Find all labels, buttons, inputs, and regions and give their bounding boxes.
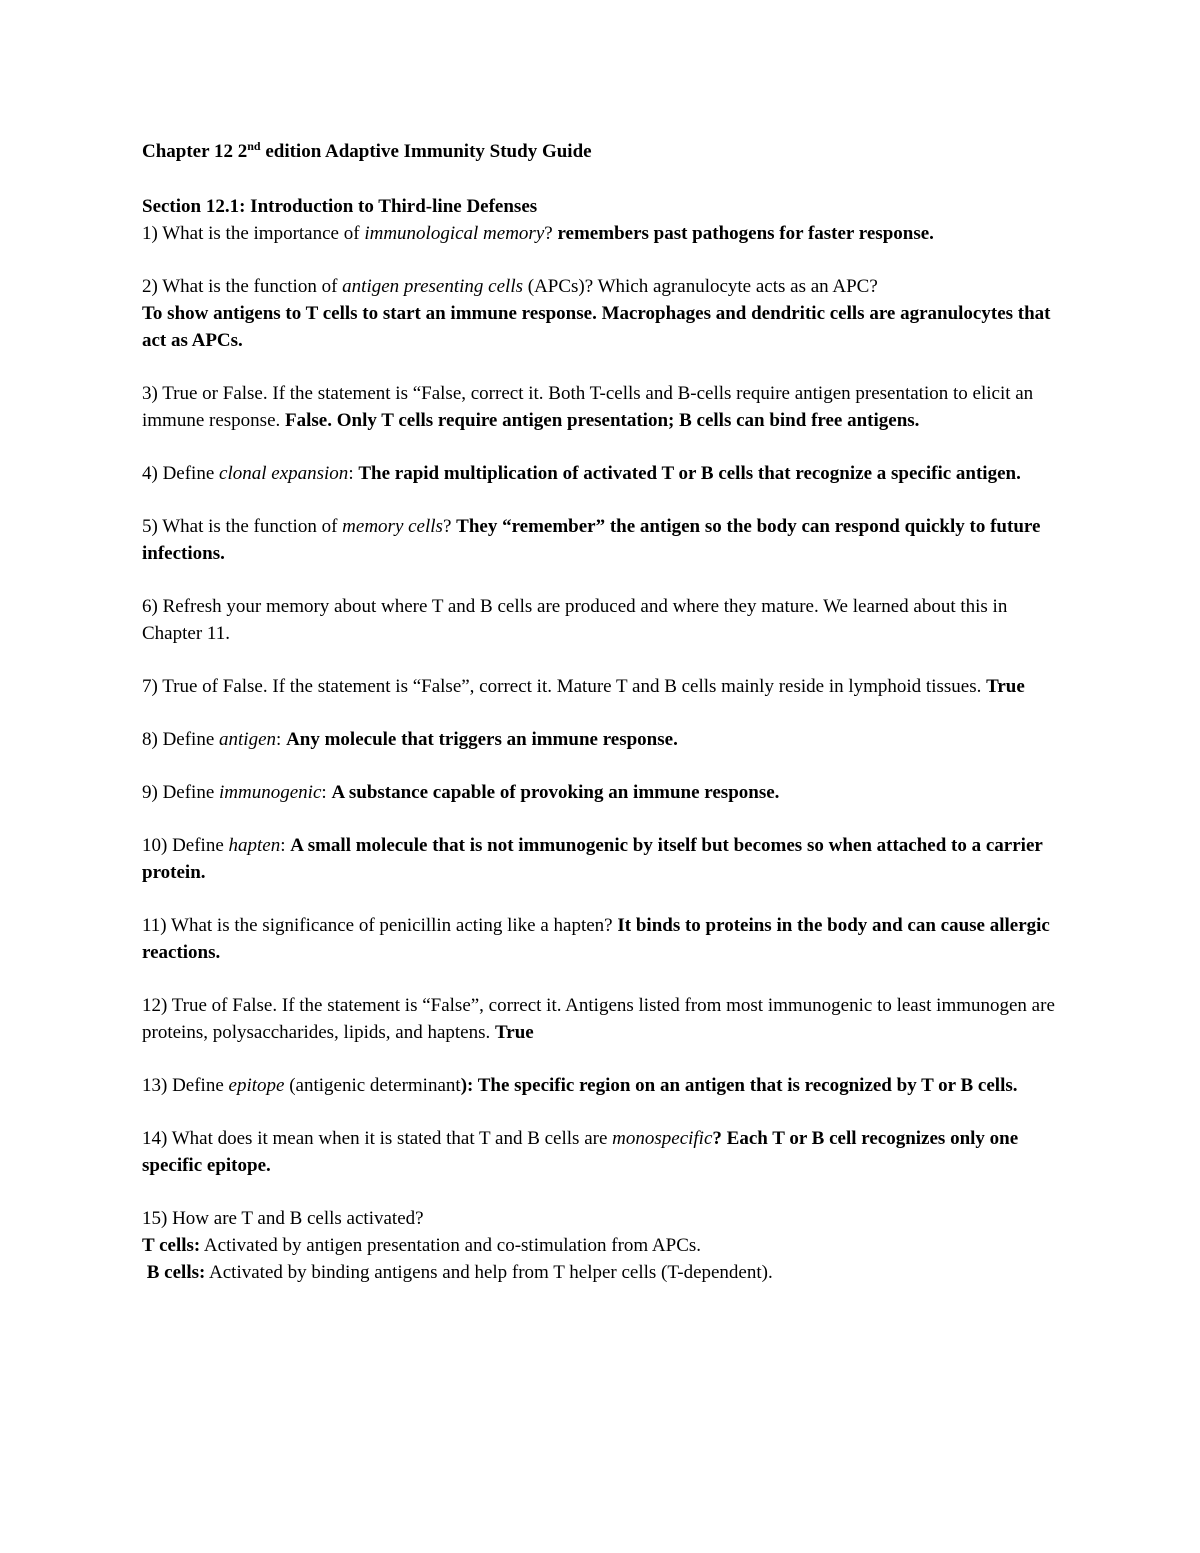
document-page	[142, 138, 1072, 1312]
answer-1: remembers past pathogens for faster response.	[557, 223, 934, 244]
question-1: 1) What is the importance of immunological memory? remembers past pathogens for faster response.	[142, 223, 934, 244]
question-3: 3) True or False. If the statement is “False, correct it. Both T-cells and B-cells require antigen presentation to elicit an immune response. False. Only T cells require antigen presentation; B cells can bind free antigens.	[142, 383, 1034, 431]
question-5: 5) What is the function of memory cells? They “remember” the antigen so the body can respond quickly to future infections.	[142, 516, 1041, 564]
answer-8: Any molecule that triggers an immune response.	[286, 729, 678, 750]
question-6: 6) Refresh your memory about where T and B cells are produced and where they mature. We learned about this in Chapter 11.	[142, 596, 1008, 644]
answer-2: To show antigens to T cells to start an immune response. Macrophages and dendritic cells are agranulocytes that act as APCs.	[142, 303, 1051, 351]
answer-7: True	[986, 676, 1025, 697]
question-15: 15) How are T and B cells activated? T cells: Activated by antigen presentation and co-stimulation from APCs. B cells: Activated by binding antigens and help from T helper cells (T-dependent).	[142, 1205, 1072, 1286]
question-8: 8) Define antigen: Any molecule that triggers an immune response.	[142, 729, 678, 750]
question-11: 11) What is the significance of penicillin acting like a hapten? It binds to proteins in the body and can cause allergic reactions.	[142, 915, 1050, 963]
answer-5: They “remember” the antigen so the body can respond quickly to future infections.	[142, 516, 1041, 564]
question-9: 9) Define immunogenic: A substance capable of provoking an immune response.	[142, 782, 780, 803]
answer-4: The rapid multiplication of activated T or B cells that recognize a specific antigen.	[358, 463, 1021, 484]
document-title: Chapter 12 2nd edition Adaptive Immunity Study Guide	[142, 139, 592, 162]
section-heading: Section 12.1: Introduction to Third-line Defenses	[142, 196, 538, 217]
answer-12: True	[495, 1022, 534, 1043]
answer-9: A substance capable of provoking an immune response.	[331, 782, 780, 803]
question-2: 2) What is the function of antigen presenting cells (APCs)? Which agranulocyte acts as an APC? To show antigens to T cells to start an immune response. Macrophages and dendritic cells are agranulocytes that act as APCs.	[142, 276, 1051, 351]
answer-10: A small molecule that is not immunogenic by itself but becomes so when attached to a carrier protein.	[142, 835, 1043, 883]
answer-14: ? Each T or B cell recognizes only one specific epitope.	[142, 1128, 1019, 1176]
question-14: 14) What does it mean when it is stated that T and B cells are monospecific? Each T or B cell recognizes only one specific epitope.	[142, 1128, 1019, 1176]
question-10: 10) Define hapten: A small molecule that is not immunogenic by itself but becomes so when attached to a carrier protein.	[142, 835, 1043, 883]
question-4: 4) Define clonal expansion: The rapid multiplication of activated T or B cells that recognize a specific antigen.	[142, 463, 1021, 484]
question-7: 7) True of False. If the statement is “False”, correct it. Mature T and B cells mainly reside in lymphoid tissues. True	[142, 676, 1025, 697]
answer-3: False. Only T cells require antigen presentation; B cells can bind free antigens.	[285, 410, 920, 431]
answer-15-t-cells: T cells: Activated by antigen presentation and co-stimulation from APCs.	[142, 1235, 702, 1256]
question-13: 13) Define epitope (antigenic determinant): The specific region on an antigen that is recognized by T or B cells.	[142, 1075, 1018, 1096]
question-12: 12) True of False. If the statement is “False”, correct it. Antigens listed from most immunogenic to least immunogen are proteins, polysaccharides, lipids, and haptens. True	[142, 995, 1055, 1043]
answer-11: It binds to proteins in the body and can cause allergic reactions.	[142, 915, 1050, 963]
answer-15-b-cells: B cells: Activated by binding antigens and help from T helper cells (T-dependent).	[142, 1262, 773, 1283]
answer-13: ): The specific region on an antigen that is recognized by T or B cells.	[460, 1075, 1018, 1096]
